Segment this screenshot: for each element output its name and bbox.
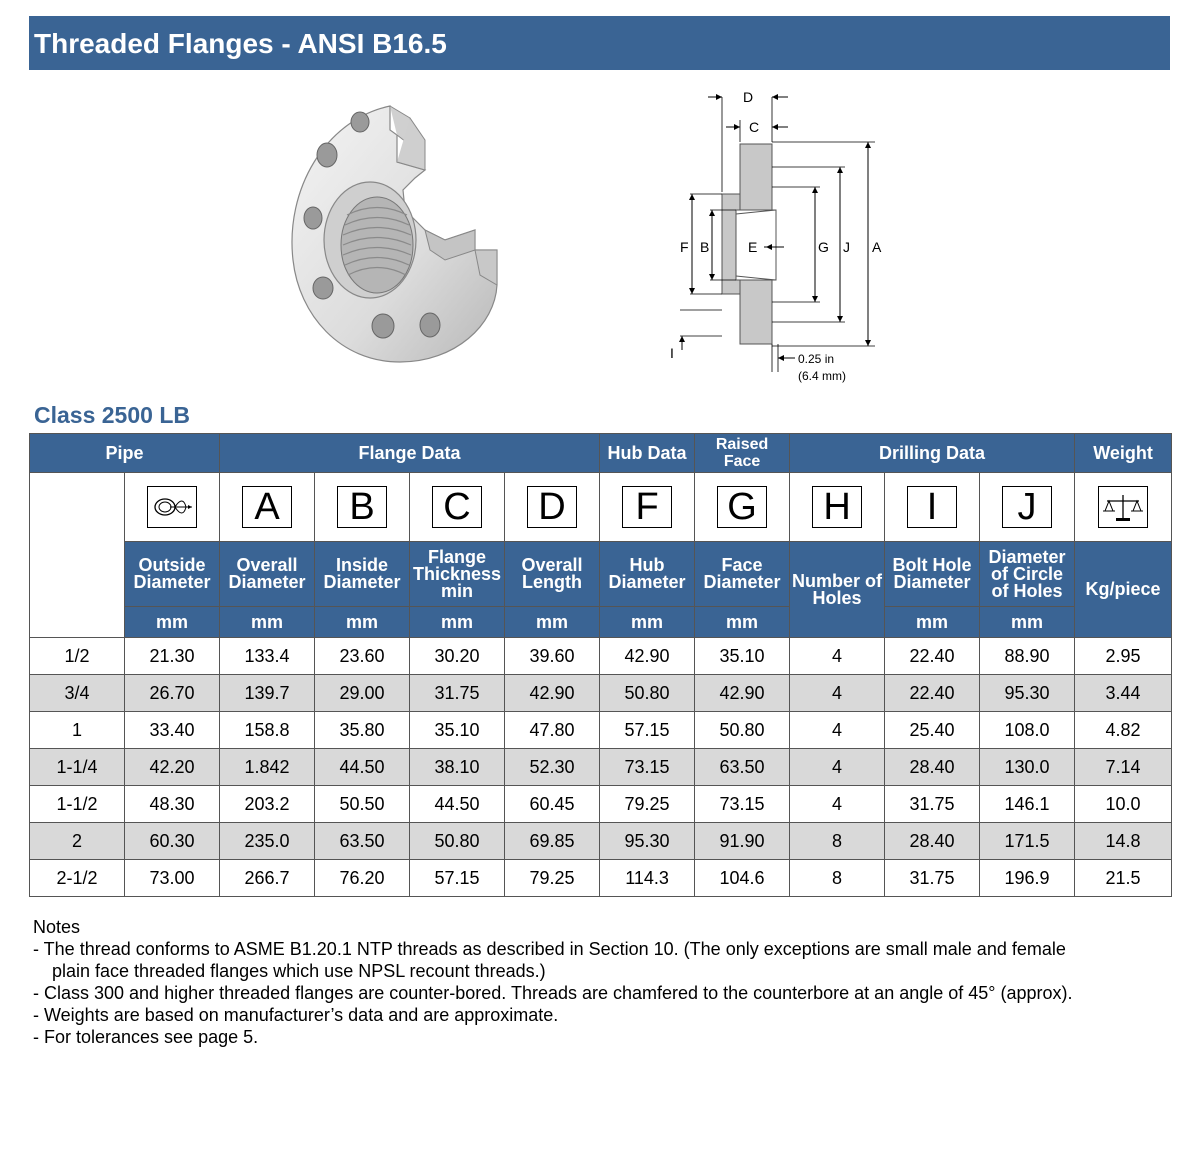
letter-g-cell <box>695 473 790 542</box>
table-cell: 42.20 <box>125 749 220 786</box>
desc-overall-length: Overall Length <box>505 542 600 607</box>
title-bar <box>29 16 1170 70</box>
nominal-pipe-size-header <box>30 473 125 638</box>
table-cell: 4 <box>790 749 885 786</box>
table-cell: 39.60 <box>505 638 600 675</box>
table-cell: 1.842 <box>220 749 315 786</box>
table-cell: 23.60 <box>315 638 410 675</box>
letter-b: B <box>337 486 387 528</box>
group-flange: Flange Data <box>220 434 600 473</box>
desc-hub-diameter: Hub Diameter <box>600 542 695 607</box>
table-cell: 7.14 <box>1075 749 1172 786</box>
unit-cell: mm <box>505 607 600 638</box>
table-cell: 146.1 <box>980 786 1075 823</box>
letter-f: F <box>622 486 672 528</box>
unit-cell: mm <box>410 607 505 638</box>
label-g: G <box>818 239 829 255</box>
table-cell: 10.0 <box>1075 786 1172 823</box>
desc-face-diameter: Face Diameter <box>695 542 790 607</box>
label-d: D <box>743 89 754 105</box>
label-c: C <box>749 119 760 135</box>
table-cell: 44.50 <box>410 786 505 823</box>
table-cell: 57.15 <box>410 860 505 897</box>
desc-flange-thickness: Flange Thickness min <box>410 542 505 607</box>
label-f: F <box>680 239 689 255</box>
desc-circle-diameter: Diameter of Circle of Holes <box>980 542 1075 607</box>
table-cell: 21.5 <box>1075 860 1172 897</box>
table-cell: 35.10 <box>410 712 505 749</box>
table-cell: 33.40 <box>125 712 220 749</box>
table-cell: 14.8 <box>1075 823 1172 860</box>
table-cell: 31.75 <box>410 675 505 712</box>
table-cell: 95.30 <box>600 823 695 860</box>
table-cell: 2-1/2 <box>30 860 125 897</box>
table-cell: 235.0 <box>220 823 315 860</box>
unit-cell: mm <box>980 607 1075 638</box>
table-cell: 2.95 <box>1075 638 1172 675</box>
table-row <box>30 823 1172 860</box>
od-icon-cell <box>125 473 220 542</box>
desc-overall-diameter: Overall Diameter <box>220 542 315 607</box>
table-cell: 60.30 <box>125 823 220 860</box>
letter-c-cell <box>410 473 505 542</box>
notes-heading: Notes <box>33 917 81 937</box>
table-row <box>30 638 1172 675</box>
table-cell: 1-1/2 <box>30 786 125 823</box>
table-cell: 50.50 <box>315 786 410 823</box>
table-cell: 139.7 <box>220 675 315 712</box>
table-cell: 63.50 <box>695 749 790 786</box>
table-cell: 4 <box>790 638 885 675</box>
description-row <box>30 542 1172 607</box>
weight-icon-cell <box>1075 473 1172 542</box>
table-cell: 203.2 <box>220 786 315 823</box>
table-cell: 63.50 <box>315 823 410 860</box>
group-raised-face <box>695 434 790 473</box>
label-j: J <box>843 239 850 255</box>
table-cell: 4 <box>790 786 885 823</box>
table-cell: 4 <box>790 712 885 749</box>
table-cell: 133.4 <box>220 638 315 675</box>
letter-d: D <box>527 486 577 528</box>
group-hub: Hub Data <box>600 434 695 473</box>
raised-line-2: Face <box>723 453 761 470</box>
table-cell: 73.15 <box>695 786 790 823</box>
table-row <box>30 712 1172 749</box>
letter-a-cell <box>220 473 315 542</box>
table-cell: 8 <box>790 823 885 860</box>
table-body <box>30 638 1172 897</box>
letter-f-cell <box>600 473 695 542</box>
table-cell: 30.20 <box>410 638 505 675</box>
unit-cell: mm <box>695 607 790 638</box>
unit-cell: mm <box>315 607 410 638</box>
group-pipe: Pipe <box>30 434 220 473</box>
table-cell: 79.25 <box>600 786 695 823</box>
unit-cell: mm <box>600 607 695 638</box>
table-cell: 35.80 <box>315 712 410 749</box>
table-cell: 28.40 <box>885 823 980 860</box>
letter-c: C <box>432 486 482 528</box>
letter-h-cell <box>790 473 885 542</box>
table-cell: 22.40 <box>885 638 980 675</box>
table-cell: 88.90 <box>980 638 1075 675</box>
letter-row <box>30 473 1172 542</box>
table-cell: 1/2 <box>30 638 125 675</box>
group-drilling: Drilling Data <box>790 434 1075 473</box>
table-cell: 69.85 <box>505 823 600 860</box>
note-line: - For tolerances see page 5. <box>33 1027 259 1047</box>
letter-b-cell <box>315 473 410 542</box>
table-row <box>30 786 1172 823</box>
desc-outside-diameter: Outside Diameter <box>125 542 220 607</box>
table-cell: 47.80 <box>505 712 600 749</box>
note-line: - Weights are based on manufacturer’s data and are approximate. <box>33 1005 559 1025</box>
letter-d-cell <box>505 473 600 542</box>
table-cell: 29.00 <box>315 675 410 712</box>
table-cell: 28.40 <box>885 749 980 786</box>
table-cell: 114.3 <box>600 860 695 897</box>
letter-j: J <box>1002 486 1052 528</box>
table-cell: 196.9 <box>980 860 1075 897</box>
table-row <box>30 675 1172 712</box>
unit-cell: mm <box>220 607 315 638</box>
table-cell: 3.44 <box>1075 675 1172 712</box>
table-cell: 25.40 <box>885 712 980 749</box>
nominal-line-1: Nominal Pipe <box>58 501 77 609</box>
table-row <box>30 749 1172 786</box>
table-cell: 42.90 <box>695 675 790 712</box>
notes <box>33 916 1173 1048</box>
table-cell: 8 <box>790 860 885 897</box>
table-cell: 76.20 <box>315 860 410 897</box>
letter-i-cell <box>885 473 980 542</box>
desc-bolt-hole-diameter: Bolt Hole Diameter <box>885 542 980 607</box>
dimension-diagram <box>660 82 900 387</box>
unit-row <box>30 607 1172 638</box>
flange-illustration <box>285 100 505 365</box>
table-cell: 4.82 <box>1075 712 1172 749</box>
table-cell: 73.00 <box>125 860 220 897</box>
table-cell: 104.6 <box>695 860 790 897</box>
table-cell: 21.30 <box>125 638 220 675</box>
letter-i: I <box>907 486 957 528</box>
page-title: Threaded Flanges - ANSI B16.5 <box>34 28 447 59</box>
table-cell: 48.30 <box>125 786 220 823</box>
label-i: I <box>670 345 674 361</box>
scale-icon <box>1098 486 1148 528</box>
label-e: E <box>748 239 758 255</box>
label-a: A <box>872 239 882 255</box>
letter-h: H <box>812 486 862 528</box>
note-mm: (6.4 mm) <box>798 369 846 383</box>
table-cell: 35.10 <box>695 638 790 675</box>
table-cell: 52.30 <box>505 749 600 786</box>
raised-line-1: Raised <box>715 436 769 453</box>
letter-g: G <box>717 486 767 528</box>
table-cell: 42.90 <box>505 675 600 712</box>
table-cell: 171.5 <box>980 823 1075 860</box>
label-b: B <box>700 239 710 255</box>
group-weight: Weight <box>1075 434 1172 473</box>
table-cell: 44.50 <box>315 749 410 786</box>
table-cell: 31.75 <box>885 786 980 823</box>
table-cell: 50.80 <box>410 823 505 860</box>
table-cell: 1 <box>30 712 125 749</box>
table-cell: 60.45 <box>505 786 600 823</box>
table-cell: 2 <box>30 823 125 860</box>
class-title: Class 2500 LB <box>34 402 190 428</box>
table-cell: 22.40 <box>885 675 980 712</box>
table-cell: 108.0 <box>980 712 1075 749</box>
table-cell: 79.25 <box>505 860 600 897</box>
desc-kg-per-piece: Kg/piece <box>1075 542 1172 638</box>
table-cell: 95.30 <box>980 675 1075 712</box>
table-cell: 158.8 <box>220 712 315 749</box>
pipe-od-icon <box>147 486 197 528</box>
table-cell: 3/4 <box>30 675 125 712</box>
table-cell: 42.90 <box>600 638 695 675</box>
note-inch: 0.25 in <box>798 352 835 366</box>
note-line: plain face threaded flanges which use NPSL recount threads.) <box>52 961 546 981</box>
letter-a: A <box>242 486 292 528</box>
group-header-row <box>30 434 1172 473</box>
unit-cell: mm <box>125 607 220 638</box>
desc-inside-diameter: Inside Diameter <box>315 542 410 607</box>
table-cell: 50.80 <box>695 712 790 749</box>
table-row <box>30 860 1172 897</box>
desc-number-of-holes: Number of Holes <box>790 542 885 638</box>
table-cell: 91.90 <box>695 823 790 860</box>
note-line: - Class 300 and higher threaded flanges are counter-bored. Threads are chamfered to the counterbore at an angle of 45° (approx). <box>33 983 1073 1003</box>
table-cell: 38.10 <box>410 749 505 786</box>
table-cell: 130.0 <box>980 749 1075 786</box>
note-line: - The thread conforms to ASME B1.20.1 NTP threads as described in Section 10. (The only exceptions are small male and female <box>33 939 1066 959</box>
letter-j-cell <box>980 473 1075 542</box>
table-cell: 50.80 <box>600 675 695 712</box>
table-cell: 1-1/4 <box>30 749 125 786</box>
unit-cell: mm <box>885 607 980 638</box>
table-cell: 31.75 <box>885 860 980 897</box>
nominal-line-2: Size <box>77 537 96 573</box>
table-cell: 57.15 <box>600 712 695 749</box>
table-cell: 266.7 <box>220 860 315 897</box>
table-cell: 26.70 <box>125 675 220 712</box>
spec-table <box>29 433 1172 897</box>
table-cell: 73.15 <box>600 749 695 786</box>
table-cell: 4 <box>790 675 885 712</box>
